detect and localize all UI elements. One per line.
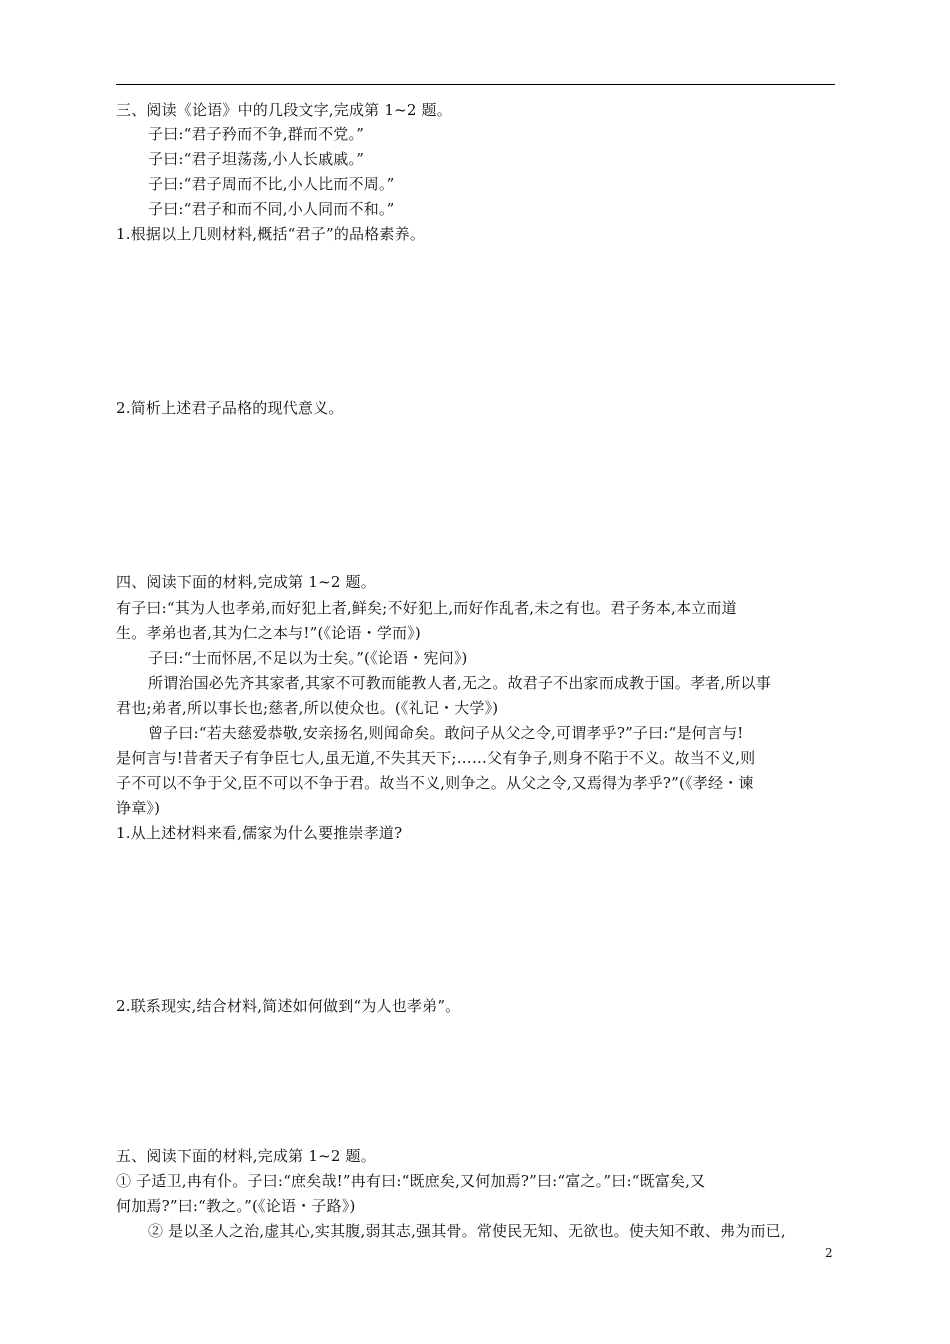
material-line: 子不可以不争于父,臣不可以不争于君。故当不义,则争之。从父之令,又焉得为孝乎?”(《孝经・谏 — [116, 774, 754, 792]
material-line: 子曰:“士而怀居,不足以为士矣。”(《论语・宪问》) — [148, 649, 468, 667]
material-line: 何加焉?”曰:“教之。”(《论语・子路》) — [116, 1197, 356, 1215]
material-line: 生。孝弟也者,其为仁之本与!”(《论语・学而》) — [116, 624, 421, 642]
quote-line: 子曰:“君子坦荡荡,小人长戚戚。” — [148, 150, 365, 168]
page-number: 2 — [825, 1246, 833, 1260]
quote-line: 子曰:“君子周而不比,小人比而不周。” — [148, 175, 395, 193]
material-line: 所谓治国必先齐其家者,其家不可教而能教人者,无之。故君子不出家而成教于国。孝者,所以事 — [148, 674, 771, 692]
material-line: ② 是以圣人之治,虚其心,实其腹,弱其志,强其骨。常使民无知、无欲也。使夫知不敢、弗为而已, — [148, 1222, 786, 1240]
material-line: 是何言与!昔者天子有争臣七人,虽无道,不失其天下;……父有争子,则身不陷于不义。故当不义,则 — [116, 749, 756, 767]
question-2: 2.联系现实,结合材料,简述如何做到“为人也孝弟”。 — [116, 997, 461, 1015]
quote-line: 子曰:“君子和而不同,小人同而不和。” — [148, 200, 395, 218]
quote-line: 子曰:“君子矜而不争,群而不党。” — [148, 125, 365, 143]
question-1: 1.从上述材料来看,儒家为什么要推崇孝道? — [116, 824, 403, 842]
question-1: 1.根据以上几则材料,概括“君子”的品格素养。 — [116, 225, 426, 243]
material-line: 君也;弟者,所以事长也;慈者,所以使众也。(《礼记・大学》) — [116, 699, 499, 717]
section-3-heading: 三、阅读《论语》中的几段文字,完成第 1~2 题。 — [116, 101, 452, 119]
material-line: 曾子曰:“若夫慈爱恭敬,安亲扬名,则闻命矣。敢问子从父之令,可谓孝乎?”子曰:“是何言与! — [148, 724, 744, 742]
material-line: ① 子适卫,冉有仆。子曰:“庶矣哉!”冉有曰:“既庶矣,又何加焉?”曰:“富之。”曰:“既富矣,又 — [116, 1172, 706, 1190]
section-5-heading: 五、阅读下面的材料,完成第 1~2 题。 — [116, 1147, 376, 1165]
question-2: 2.简析上述君子品格的现代意义。 — [116, 399, 344, 417]
material-line: 有子曰:“其为人也孝弟,而好犯上者,鲜矣;不好犯上,而好作乱者,未之有也。君子务本,本立而道 — [116, 599, 737, 617]
material-line: 诤章》) — [116, 799, 161, 817]
section-4-heading: 四、阅读下面的材料,完成第 1~2 题。 — [116, 573, 376, 591]
header-rule — [116, 84, 835, 85]
